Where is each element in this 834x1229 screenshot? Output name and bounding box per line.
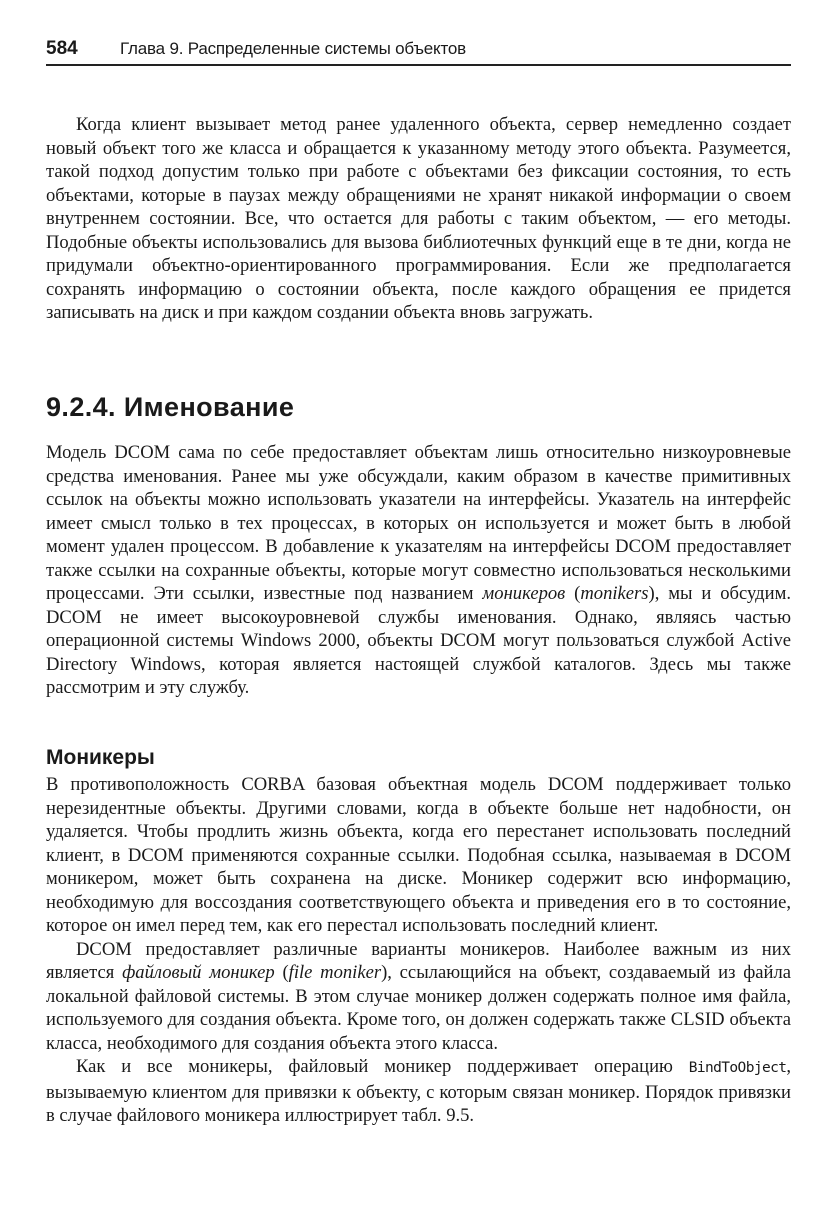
- text-run: DCOM предоставляет различные варианты моникеров. Наиболее важным из них является: [46, 938, 791, 983]
- chapter-title: Глава 9. Распределенные системы объектов: [120, 39, 466, 58]
- running-header: [46, 36, 791, 66]
- subsection-heading: Моникеры: [46, 746, 155, 769]
- term-file-moniker-en: file moniker: [288, 962, 382, 983]
- intro-paragraph: Когда клиент вызывает метод ранее удаленного объекта, сервер немедленно создает новый объект того же класса и обращается к указанному методу этого объекта. Разумеется, такой подход допустим только при работе с объектами без фиксации состояния, то есть объектами, которые в паузах между обращениями не хранят никакой информации о своем внутреннем состоянии. Все, что остается для работы с таким объектом, — его методы. Подобные объекты использовались для вызова библиотечных функций еще в те дни, когда не придумали объектно-ориентированного программирования. Если же предполагается сохранять информацию о состоянии объекта, после каждого обращения ее придется записывать на диск и при каждом создании объекта вновь загружать.: [46, 114, 791, 323]
- code-bindtoobject: BindToObject: [688, 1060, 787, 1076]
- text-run: Модель DCOM сама по себе предоставляет объектам лишь относительно низкоуровневые средства именования. Ранее мы уже обсуждали, каким образом в качестве примитивных ссылок на объекты можно использовать указатели на интерфейсы. Указатель на интерфейс имеет смысл только в тех процессах, в которых он используется и может быть в любой момент удален процессом. В добавление к указателям на интерфейсы DCOM предоставляет также ссылки на сохранные объекты, которые могут совместно использоваться несколькими процессами. Эти ссылки, известные под названием: [46, 442, 791, 604]
- text-run: (: [274, 962, 289, 983]
- moniker-paragraph-1: В противоположность CORBA базовая объектная модель DCOM поддерживает только нерезидентные объекты. Другими словами, когда в объекте больше нет надобности, он удаляется. Чтобы продлить жизнь объекта, когда его перестанет использовать последний клиент, в DCOM применяются сохранные ссылки. Подобная ссылка, называемая в DCOM моникером, может быть сохранена на диске. Моникер содержит всю информацию, необходимую для воссоздания соответствующего объекта и приведения его в то состояние, которое он имел перед тем, как его перестал использовать последний клиент.: [46, 774, 791, 936]
- intro-text-block: [46, 113, 791, 325]
- moniker-paragraph-2: [46, 938, 791, 1056]
- text-run: Как и все моникеры, файловый моникер поддерживает операцию: [76, 1056, 689, 1077]
- section-text-block: [46, 441, 791, 700]
- term-file-moniker-ru: файловый моникер: [122, 962, 275, 983]
- text-run: (: [565, 583, 581, 604]
- text-run: , вызываемую клиентом для привязки к объекту, с которым связан моникер. Порядок привязки в случае файлового моникера иллюстрирует табл. 9.5.: [46, 1056, 791, 1126]
- subsection-text-block: [46, 773, 791, 1128]
- term-monikers-en: monikers: [580, 583, 649, 604]
- moniker-paragraph-3: [46, 1055, 791, 1128]
- text-run: ), мы и обсудим. DCOM не имеет высокоуровневой службы именования. Однако, являясь частью операционной системы Windows 2000, объекты DCOM могут пользоваться службой Active Directory Windows, которая является настоящей службой каталогов. Здесь мы также рассмотрим и эту службу.: [46, 583, 791, 698]
- section-heading: 9.2.4. Именование: [46, 392, 295, 422]
- text-run: ), ссылающийся на объект, создаваемый из файла локальной файловой системы. В этом случае моникер должен содержать полное имя файла, используемого для создания объекта. Кроме того, он должен содержать также CLSID объекта класса, необходимого для создания объекта этого класса.: [46, 962, 792, 1054]
- page-number: 584: [46, 38, 78, 59]
- term-monikers-ru: моникеров: [482, 583, 566, 604]
- section-paragraph: [46, 441, 791, 700]
